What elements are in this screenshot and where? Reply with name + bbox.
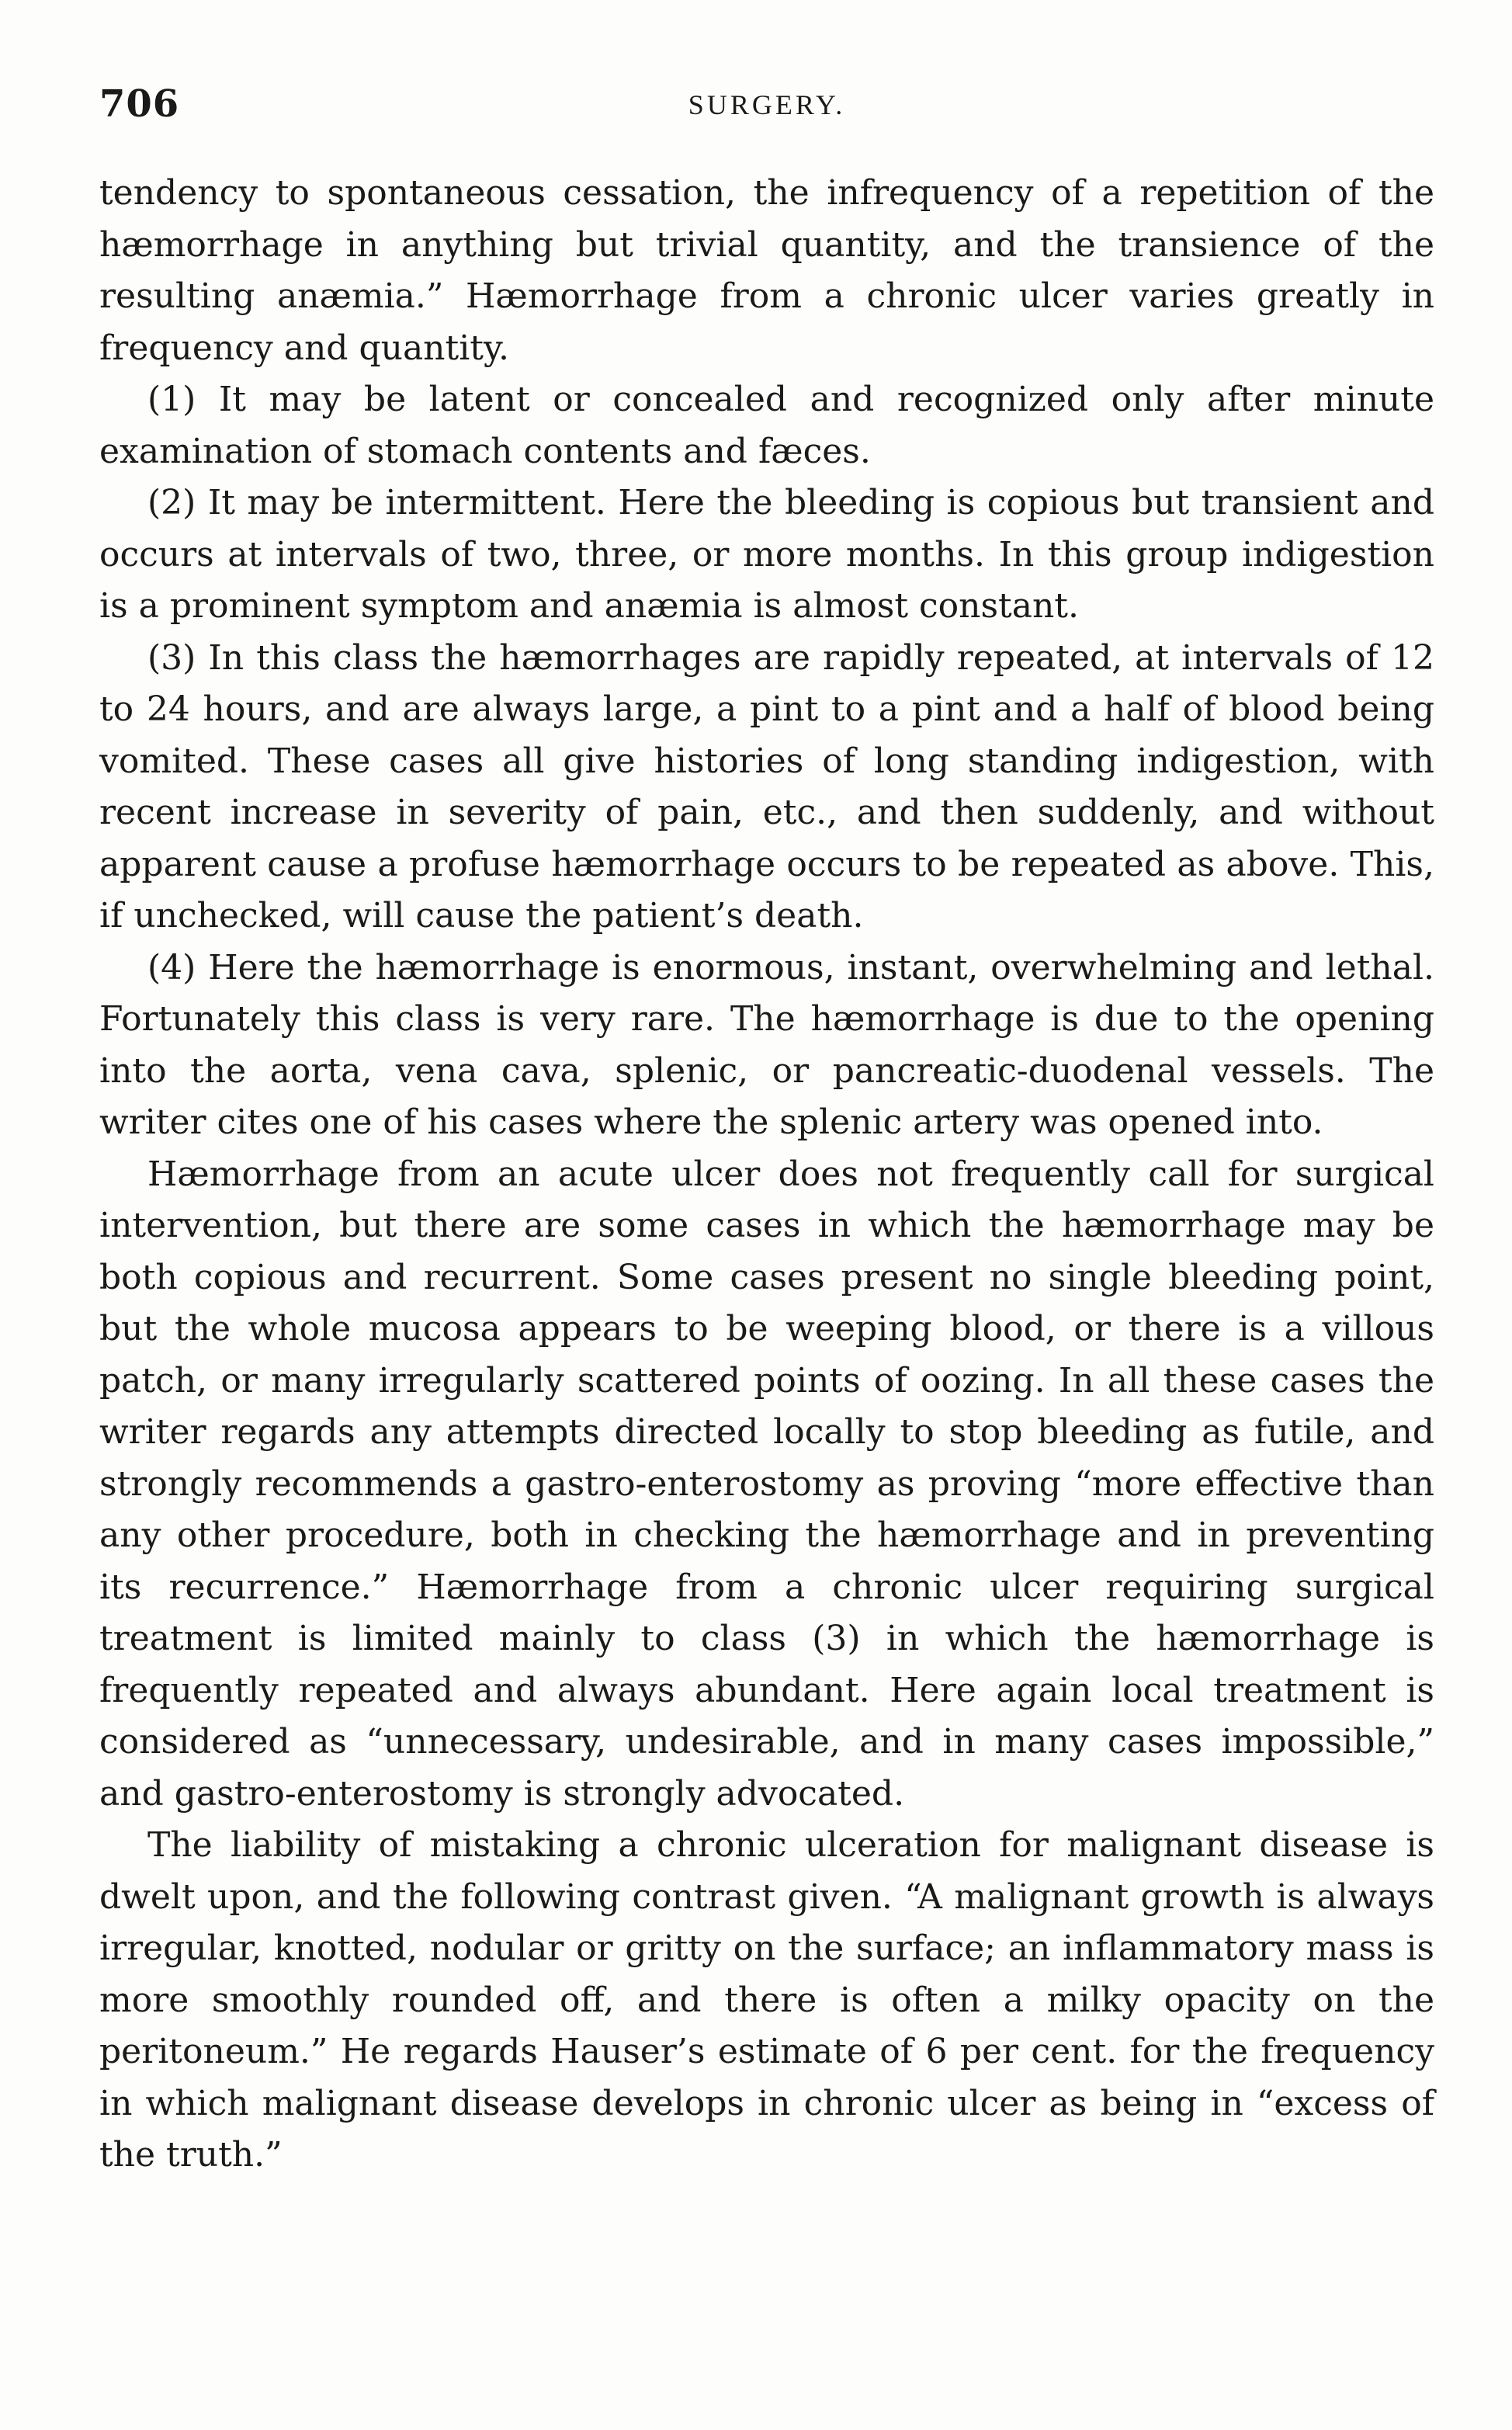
paragraph-acute-ulcer: Hæmorrhage from an acute ulcer does not frequently call for surgical intervention, but there are some cases in which the hæmorrhage may be both copious and recurrent. Some cases present no single bleeding point, but the whole mucosa appears to be weeping blood, or there is a villous patch, or many irregularly scattered points of oozing. In all these cases the writer regards any attempts directed locally to stop bleeding as futile, and strongly recommends a gastro-enterostomy as proving “more effective than any other procedure, both in checking the hæmorrhage and in preventing its recurrence.” Hæmorrhage from a chronic ulcer requiring surgical treatment is limited mainly to class (3) in which the hæmorrhage is frequently repeated and always abundant. Here again local treatment is considered as “unnecessary, undesirable, and in many cases impossible,” and gastro-enterostomy is strongly advocated. [99,1154,1434,1814]
paragraph-class-2: (2) It may be intermittent. Here the bleeding is copious but transient and occurs at intervals of two, three, or more months. In this group indigestion is a prominent symptom and anæmia is almost constant. [99,483,1434,626]
page-number: 706 [99,82,180,126]
page-header [99,75,1434,144]
running-head: SURGERY. [688,89,846,120]
book-page [99,75,1434,2388]
paragraph-class-3: (3) In this class the hæmorrhages are rapidly repeated, at intervals of 12 to 24 hours, and are always large, a pint to a pint and a half of blood being vomited. These cases all give histories of long standing indigestion, with recent increase in severity of pain, etc., and then suddenly, and without apparent cause a profuse hæmorrhage occurs to be repeated as above. This, if unchecked, will cause the patient’s death. [99,637,1434,936]
paragraph-class-4: (4) Here the hæmorrhage is enormous, instant, overwhelming and lethal. Fortunately this class is very rare. The hæmorrhage is due to the opening into the aorta, vena cava, splenic, or pancreatic-duodenal vessels. The writer cites one of his cases where the splenic artery was opened into. [99,947,1434,1142]
paragraph-class-1: (1) It may be latent or concealed and recognized only after minute examination of stomach contents and fæces. [99,380,1434,471]
paragraph-malignant-disease: The liability of mistaking a chronic ulceration for malignant disease is dwelt upon, and the following contrast given. “A malignant growth is always irregular, knotted, nodular or gritty on the surface; an inflammatory mass is more smoothly rounded off, and there is often a milky opacity on the peritoneum.” He regards Hauser’s estimate of 6 per cent. for the frequency in which malignant disease develops in chronic ulcer as being in “excess of the truth.” [99,1825,1434,2175]
body-text [99,168,1434,2182]
paragraph-continuation: tendency to spontaneous cessation, the infrequency of a repetition of the hæmorrhage in anything but trivial quantity, and the transience of the resulting anæmia.” Hæmorrhage from a chronic ulcer varies greatly in frequency and quantity. [99,173,1434,368]
